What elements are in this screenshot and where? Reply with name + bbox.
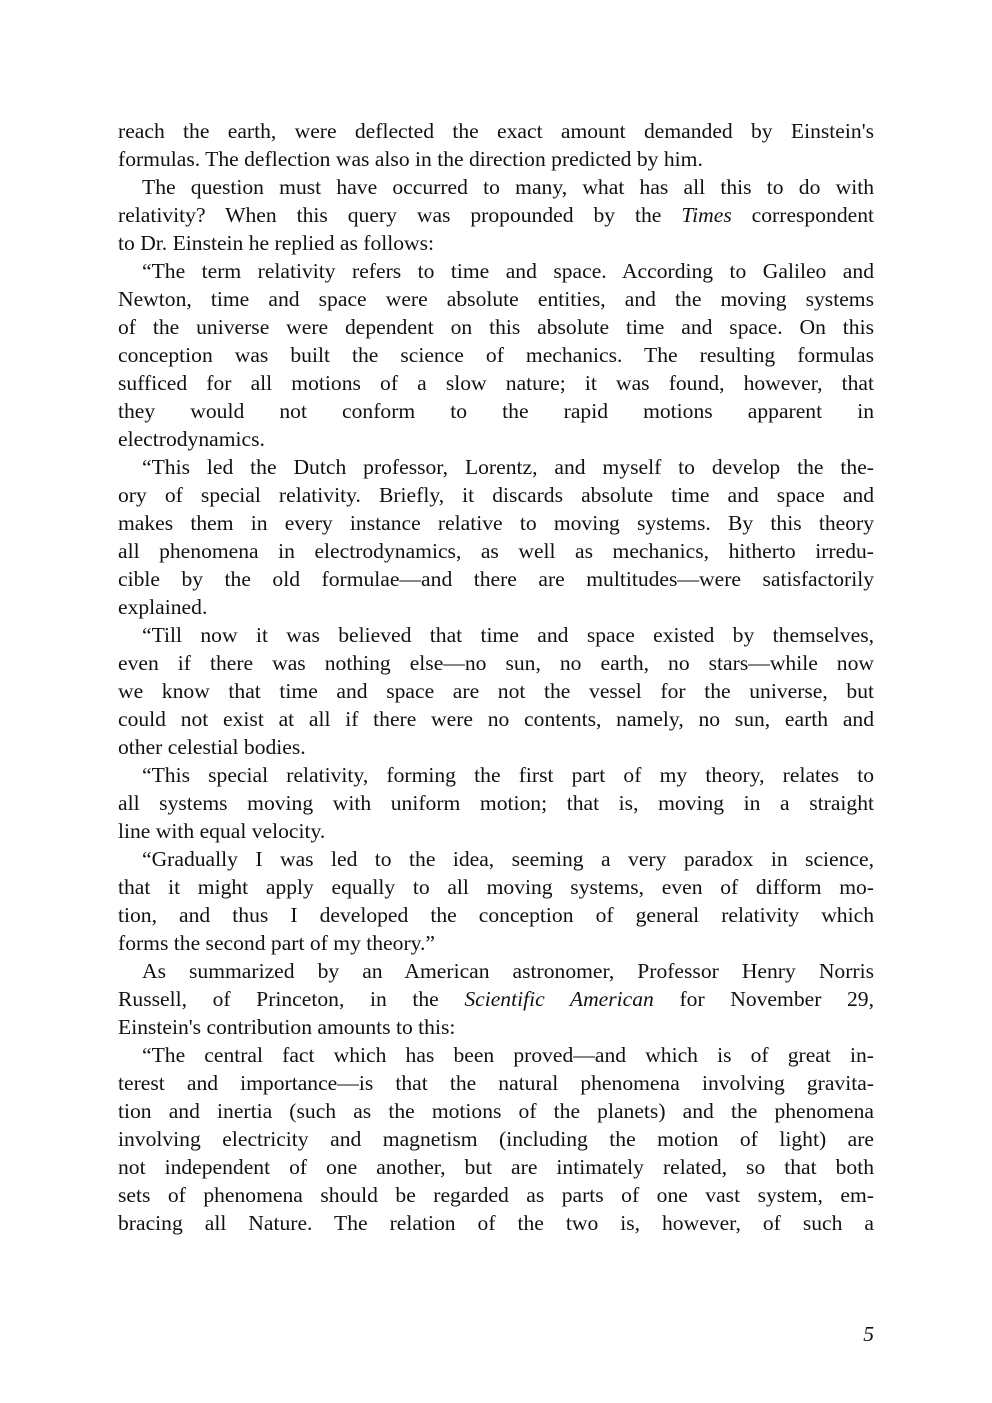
paragraph [118,845,874,957]
text-line: bracing all Nature. The relation of the two is, however, of such a [118,1211,874,1235]
text-line: The question must have occurred to many, what has all this to do with [142,175,874,199]
text-line: “This special relativity, forming the first part of my theory, relates to [142,763,874,787]
text-line: “The term relativity refers to time and space. According to Galileo and [142,259,874,283]
text-line: “Gradually I was led to the idea, seeming a very paradox in science, [142,847,874,871]
text-line: formulas. The deflection was also in the direction predicted by him. [118,147,703,171]
text-line: tion, and thus I developed the conception of general relativity which [118,903,874,927]
paragraph [118,173,874,257]
text-line: conception was built the science of mechanics. The resulting formulas [118,343,874,367]
text-line: relativity? When this query was propounded by the Times correspondent [118,203,874,227]
text-line: ory of special relativity. Briefly, it discards absolute time and space and [118,483,874,507]
page-number: 5 [863,1322,874,1346]
text-line: not independent of one another, but are intimately related, so that both [118,1155,874,1179]
text-line: Newton, time and space were absolute entities, and the moving systems [118,287,874,311]
italic-title: Times [681,203,732,227]
text-line: sufficed for all motions of a slow nature; it was found, however, that [118,371,874,395]
text-line: Einstein's contribution amounts to this: [118,1015,456,1039]
paragraph [118,621,874,761]
text-line: all systems moving with uniform motion; that is, moving in a straight [118,791,874,815]
paragraph [118,453,874,621]
text-line: reach the earth, were deflected the exact amount demanded by Einstein's [118,119,874,143]
text-line: to Dr. Einstein he replied as follows: [118,231,435,255]
text-line: terest and importance—is that the natural phenomena involving gravita- [118,1071,874,1095]
text-line: sets of phenomena should be regarded as parts of one vast system, em- [118,1183,874,1207]
body-text [118,117,874,1237]
text-line: “Till now it was believed that time and space existed by themselves, [142,623,874,647]
italic-title: Scientific American [464,987,654,1011]
text-line: “This led the Dutch professor, Lorentz, and myself to develop the the- [142,455,874,479]
paragraph [118,1041,874,1237]
paragraph [118,761,874,845]
paragraph [118,957,874,1041]
text-line: tion and inertia (such as the motions of the planets) and the phenomena [118,1099,874,1123]
text-line: forms the second part of my theory.” [118,931,436,955]
text-line: Russell, of Princeton, in the Scientific American for November 29, [118,987,874,1011]
text-line: makes them in every instance relative to moving systems. By this theory [118,511,874,535]
text-line: cible by the old formulae—and there are multitudes—were satisfactorily [118,567,874,591]
text-line: all phenomena in electrodynamics, as well as mechanics, hitherto irredu- [118,539,874,563]
text-line: could not exist at all if there were no contents, namely, no sun, earth and [118,707,874,731]
text-line: As summarized by an American astronomer, Professor Henry Norris [142,959,874,983]
text-line: “The central fact which has been proved—and which is of great in- [142,1043,874,1067]
text-line: explained. [118,595,208,619]
paragraph [118,117,874,173]
text-line: line with equal velocity. [118,819,326,843]
paragraph [118,257,874,453]
text-line: of the universe were dependent on this absolute time and space. On this [118,315,874,339]
text-line: involving electricity and magnetism (including the motion of light) are [118,1127,874,1151]
text-line: electrodynamics. [118,427,265,451]
text-line: they would not conform to the rapid motions apparent in [118,399,874,423]
text-line: we know that time and space are not the vessel for the universe, but [118,679,874,703]
text-line: even if there was nothing else—no sun, no earth, no stars—while now [118,651,874,675]
text-line: other celestial bodies. [118,735,306,759]
text-line: that it might apply equally to all moving systems, even of difform mo- [118,875,874,899]
